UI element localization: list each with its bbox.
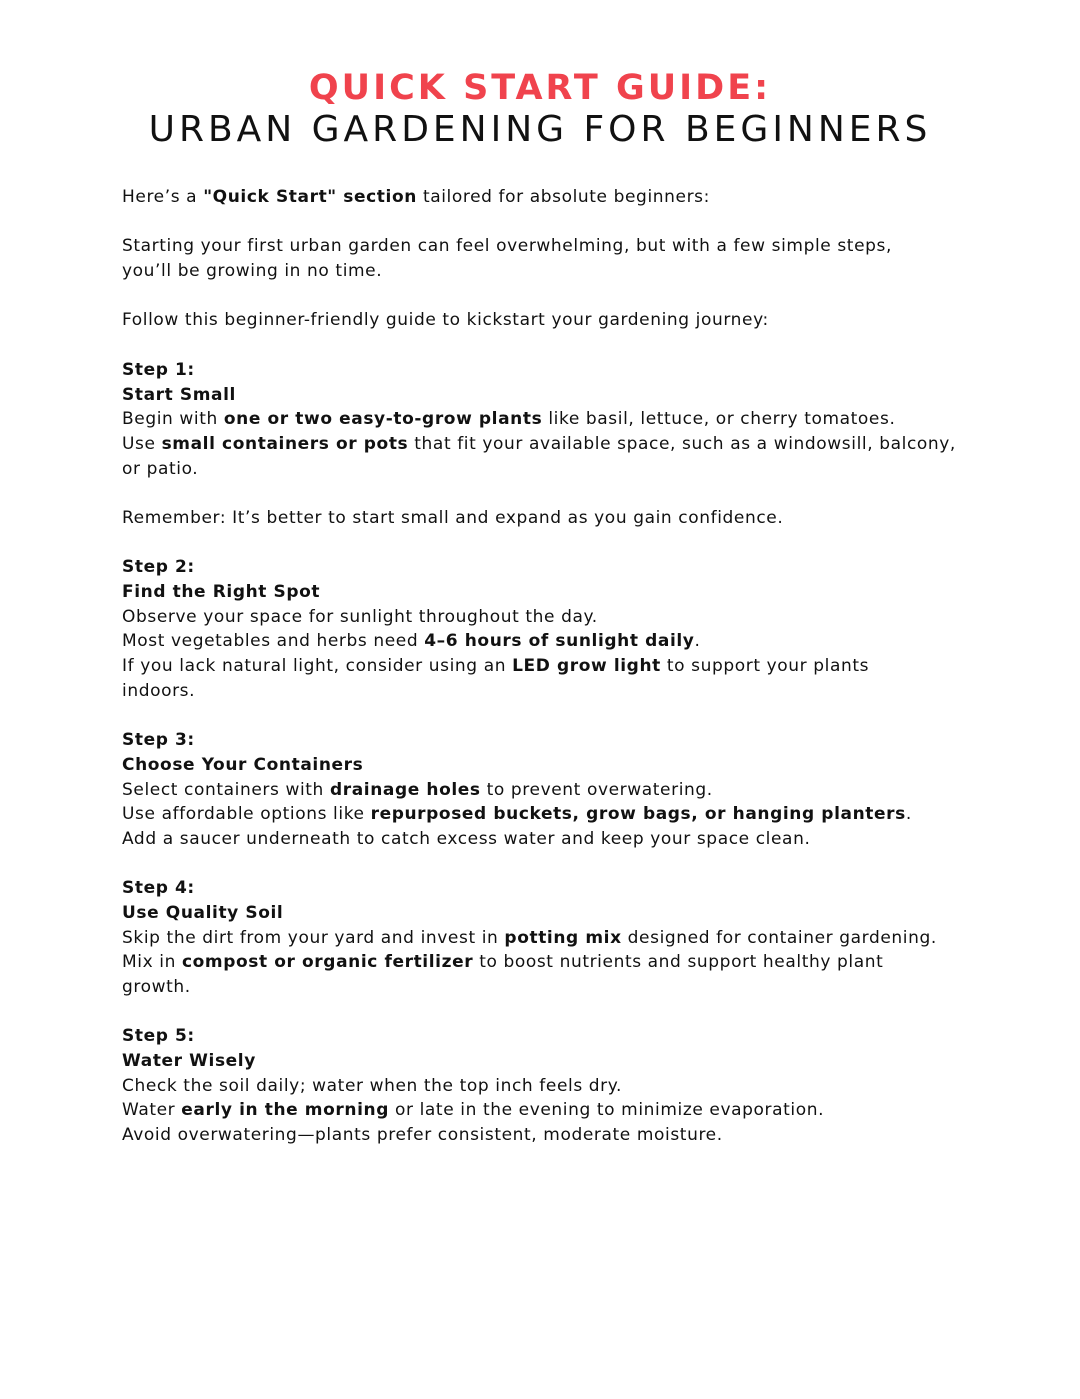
- step-bold-text: small containers or pots: [161, 433, 409, 454]
- step-label: Step 3:: [122, 730, 195, 751]
- step-line: Observe your space for sunlight throughout the day.: [122, 606, 598, 627]
- step-label: Step 1:: [122, 359, 195, 380]
- step-bold-text: one or two easy-to-grow plants: [223, 409, 543, 430]
- step-5-section: [122, 1024, 972, 1049]
- step-3-section: [122, 728, 972, 753]
- step-line: Check the soil daily; water when the top inch feels dry.: [122, 1075, 623, 1096]
- intro-text: tailored for absolute beginners:: [416, 187, 710, 207]
- step-text: Use: [122, 433, 162, 454]
- step-line: [122, 654, 972, 679]
- intro-text: Here’s a: [122, 187, 204, 207]
- step-text: .: [694, 631, 701, 652]
- step-text: Skip the dirt from your yard and invest in: [122, 927, 505, 948]
- intro-line: [122, 185, 972, 210]
- step-text: to boost nutrients and support healthy plant: [473, 952, 884, 973]
- step-line: [122, 778, 972, 803]
- step-text: Begin with: [122, 409, 224, 430]
- step-bold-text: 4–6 hours of sunlight daily: [424, 631, 695, 652]
- step-line: Avoid overwatering—plants prefer consistent, moderate moisture.: [122, 1125, 723, 1146]
- step-line: [122, 1098, 972, 1123]
- step-line: [122, 802, 972, 827]
- step-line: or patio.: [122, 458, 199, 479]
- step-heading: Use Quality Soil: [122, 902, 284, 923]
- step-line: [122, 950, 972, 975]
- step-label: Step 4:: [122, 878, 195, 899]
- step-text: or late in the evening to minimize evaporation.: [388, 1100, 825, 1121]
- step-label: Step 2:: [122, 557, 195, 578]
- intro-paragraph-line: Follow this beginner-friendly guide to kickstart your gardening journey:: [122, 310, 769, 331]
- step-text: to support your plants: [660, 656, 870, 677]
- page-title: QUICK START GUIDE:: [308, 68, 772, 108]
- step-bold-text: early in the morning: [181, 1100, 389, 1121]
- step-label: Step 5:: [122, 1026, 195, 1047]
- step-bold-text: repurposed buckets, grow bags, or hanging planters: [370, 804, 906, 825]
- step-text: Most vegetables and herbs need: [122, 631, 425, 652]
- title-block: [0, 68, 1080, 150]
- step-text: designed for container gardening.: [621, 927, 937, 948]
- step-line: growth.: [122, 977, 191, 997]
- intro-paragraph-line: you’ll be growing in no time.: [122, 261, 383, 282]
- step-text: If you lack natural light, consider using an: [122, 656, 513, 677]
- step-bold-text: potting mix: [504, 927, 622, 948]
- step-text: .: [905, 804, 912, 825]
- step-heading: Water Wisely: [122, 1051, 256, 1072]
- step-line: indoors.: [122, 680, 196, 701]
- step-text: to prevent overwatering.: [480, 779, 713, 800]
- step-line: [122, 407, 972, 432]
- step-4-section: [122, 876, 972, 901]
- step-bold-text: LED grow light: [512, 656, 661, 677]
- step-line: [122, 432, 972, 457]
- step-text: that fit your available space, such as a windowsill, balcony,: [408, 433, 956, 454]
- step-text: like basil, lettuce, or cherry tomatoes.: [542, 409, 896, 430]
- step-text: Mix in: [122, 952, 182, 973]
- step-text: Use affordable options like: [122, 804, 371, 825]
- step-heading: Find the Right Spot: [122, 582, 321, 602]
- step-bold-text: drainage holes: [329, 779, 481, 800]
- step-2-section: [122, 555, 972, 580]
- remember-note: Remember: It’s better to start small and expand as you gain confidence.: [122, 507, 784, 528]
- step-heading: Start Small: [122, 384, 236, 405]
- intro-paragraph-line: Starting your first urban garden can feel overwhelming, but with a few simple steps,: [122, 236, 892, 257]
- page-subtitle: URBAN GARDENING FOR BEGINNERS: [148, 109, 932, 150]
- step-text: Select containers with: [122, 779, 330, 800]
- step-line: [122, 926, 972, 951]
- step-heading: Choose Your Containers: [122, 754, 364, 775]
- step-line: Add a saucer underneath to catch excess water and keep your space clean.: [122, 828, 811, 849]
- step-text: Water: [122, 1100, 182, 1121]
- intro-bold-text: "Quick Start" section: [203, 187, 417, 207]
- step-1-section: [122, 358, 972, 383]
- step-bold-text: compost or organic fertilizer: [181, 952, 474, 973]
- document-body: [122, 185, 972, 1148]
- step-line: [122, 629, 972, 654]
